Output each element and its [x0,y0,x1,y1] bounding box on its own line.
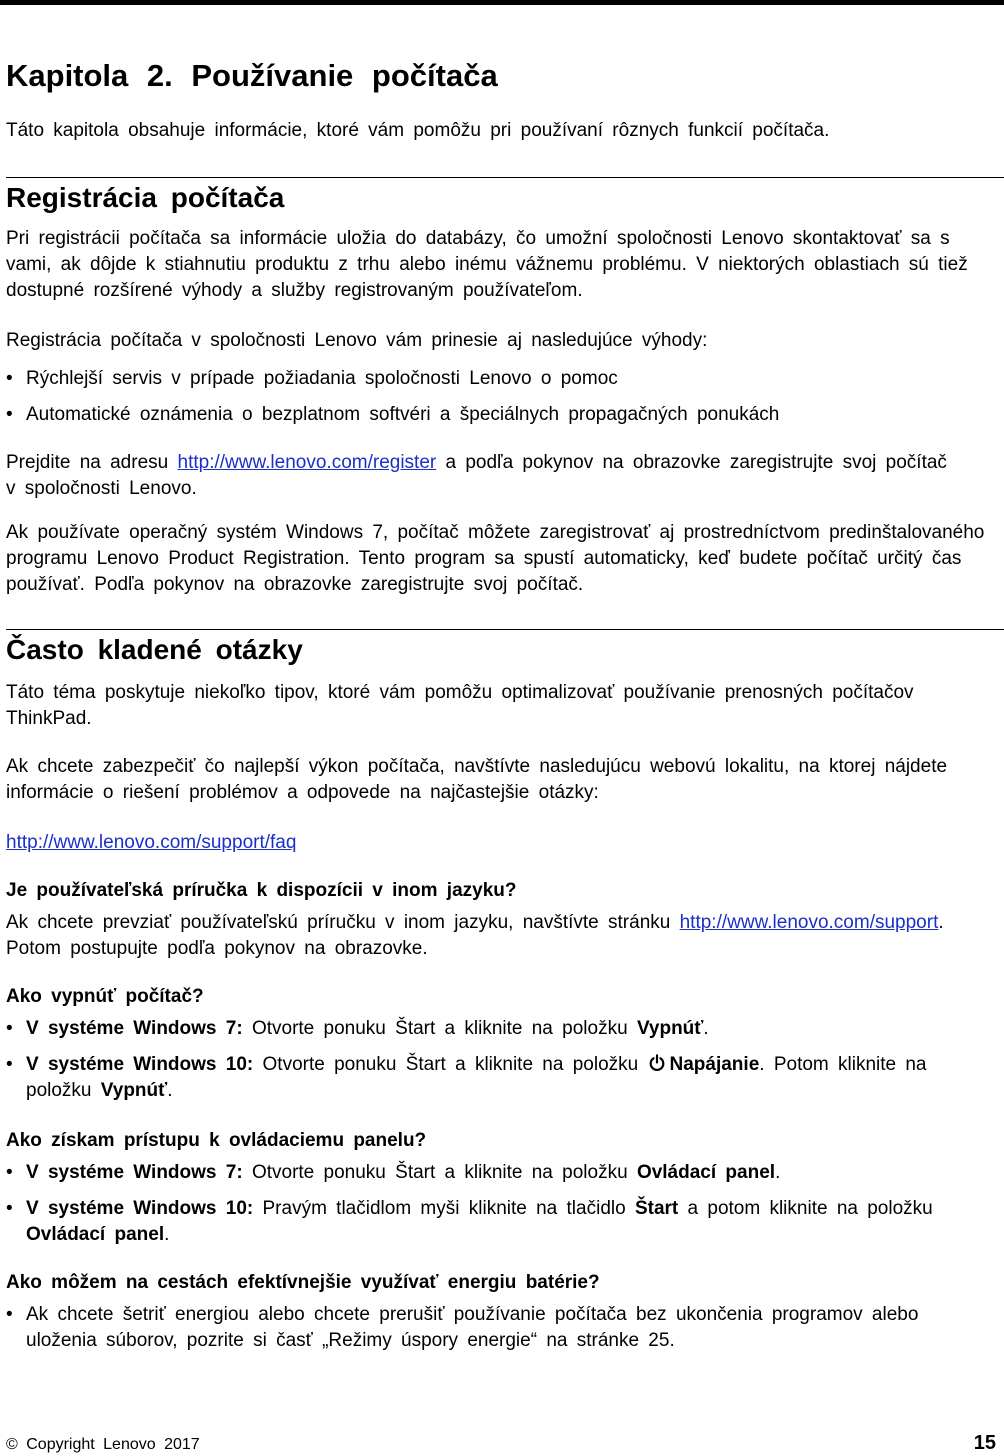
power-icon [648,1054,666,1072]
chapter-intro: Táto kapitola obsahuje informácie, ktoré vám pomôžu pri používaní rôznych funkcií počítača. [6,120,830,141]
list-item: • V systéme Windows 7: Otvorte ponuku Štart a kliknite na položku Ovládací panel. [6,1162,781,1183]
list-item: • V systéme Windows 7: Otvorte ponuku Štart a kliknite na položku Vypnúť. [6,1018,709,1039]
list-item: • Automatické oznámenia o bezplatnom softvéri a špeciálnych propagačných ponukách [6,404,780,425]
list-item: • Ak chcete šetriť energiou alebo chcete prerušiť používanie počítača bez ukončenia programov alebo uloženia súborov, pozrite si časť „Režimy úspory energie“ na stránke 25. [6,1304,919,1351]
registration-benefits-intro: Registrácia počítača v spoločnosti Lenovo vám prinesie aj nasledujúce výhody: [6,330,708,351]
page-footer [6,1432,996,1454]
chapter-title: Kapitola 2. Používanie počítača [6,58,498,93]
question-language: Je používateľská príručka k dispozícii v inom jazyku? [6,880,517,901]
copyright: © Copyright Lenovo 2017 [6,1436,200,1453]
answer-language: Ak chcete prevziať používateľskú príručku v inom jazyku, navštívte stránku http://www.lenovo.com/support. Potom postupujte podľa pokynov na obrazovke. [6,912,944,959]
registration-paragraph: Pri registrácii počítača sa informácie uložia do databázy, čo umožní spoločnosti Lenovo skontaktovať sa s vami, ak dôjde k stiahnutiu produktu z trhu alebo inému vážnemu problému. V niektorých oblastiach sú tiež dostupné rozšírené výhody a služby registrovaným používateľom. [6,228,968,301]
section-divider [6,177,1004,178]
support-link[interactable]: http://www.lenovo.com/support [679,912,939,933]
section-divider [6,629,1004,630]
top-rule [0,0,1004,5]
faq-heading: Často kladené otázky [6,634,303,665]
faq-link[interactable]: http://www.lenovo.com/support/faq [6,832,297,853]
registration-link-paragraph: Prejdite na adresu http://www.lenovo.com/register a podľa pokynov na obrazovke zaregistrujte svoj počítač v spoločnosti Lenovo. [6,452,947,499]
shutdown-list [6,1016,996,1104]
faq-intro: Táto téma poskytuje niekoľko tipov, ktoré vám pomôžu optimalizovať používanie prenosných počítačov ThinkPad. [6,682,914,729]
page-number: 15 [973,1432,996,1454]
registration-heading: Registrácia počítača [6,182,285,213]
benefits-list [6,366,1004,428]
list-item: • Rýchlejší servis v prípade požiadania spoločnosti Lenovo o pomoc [6,368,618,389]
battery-list [6,1302,964,1354]
register-link[interactable]: http://www.lenovo.com/register [177,452,437,473]
question-battery: Ako môžem na cestách efektívnejšie využívať energiu batérie? [6,1272,600,1293]
list-item: • V systéme Windows 10: Otvorte ponuku Štart a kliknite na položku Napájanie. Potom kliknite na položku Vypnúť. [6,1054,927,1101]
faq-paragraph: Ak chcete zabezpečiť čo najlepší výkon počítača, navštívte nasledujúcu webovú lokalitu, na ktorej nájdete informácie o riešení problémov a odpovede na najčastejšie otázky: [6,756,948,803]
question-shutdown: Ako vypnúť počítač? [6,986,204,1007]
list-item: • V systéme Windows 10: Pravým tlačidlom myši kliknite na tlačidlo Štart a potom kliknite na položku Ovládací panel. [6,1198,933,1245]
question-control-panel: Ako získam prístupu k ovládaciemu panelu? [6,1130,427,1151]
faq-link-paragraph [6,830,1004,856]
windows7-registration-paragraph: Ak používate operačný systém Windows 7, počítač môžete zaregistrovať aj prostredníctvom predinštalovaného programu Lenovo Product Registration. Tento program sa spustí automaticky, keď budete počítač určitý čas používať. Podľa pokynov na obrazovke zaregistrujte svoj počítač. [6,522,985,595]
control-panel-list [6,1160,964,1248]
